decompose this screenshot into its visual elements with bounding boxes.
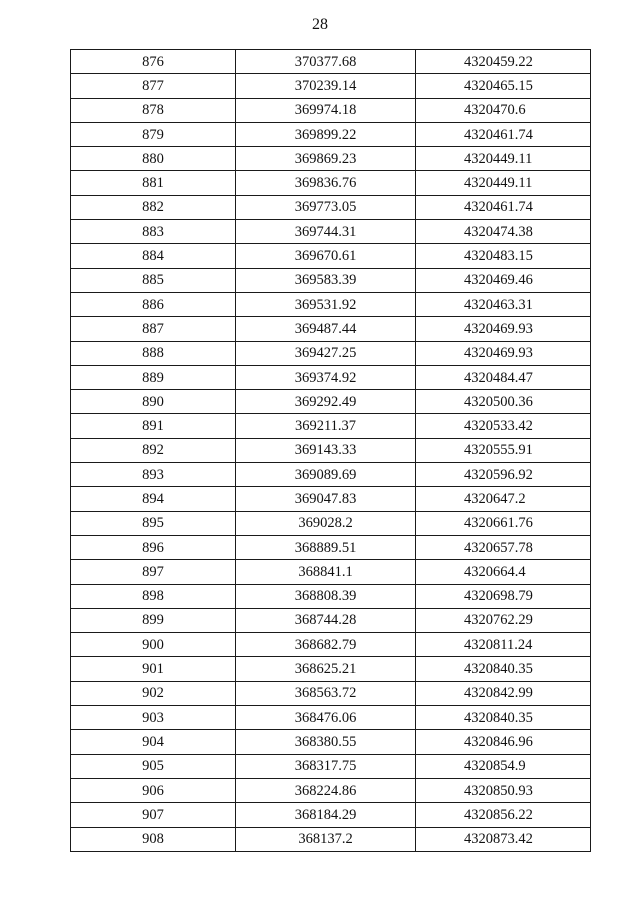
- point-number-cell: 883: [71, 220, 236, 244]
- y-coordinate-cell: 4320465.15: [416, 74, 591, 98]
- point-number-cell: 898: [71, 584, 236, 608]
- point-number-cell: 885: [71, 268, 236, 292]
- x-coordinate-cell: 369427.25: [236, 341, 416, 365]
- x-coordinate-cell: 369143.33: [236, 438, 416, 462]
- table-row: [71, 560, 591, 584]
- x-coordinate-cell: 368808.39: [236, 584, 416, 608]
- point-number-cell: 879: [71, 122, 236, 146]
- x-coordinate-cell: 368317.75: [236, 754, 416, 778]
- x-coordinate-cell: 369047.83: [236, 487, 416, 511]
- table-row: [71, 317, 591, 341]
- y-coordinate-cell: 4320873.42: [416, 827, 591, 851]
- x-coordinate-cell: 369374.92: [236, 365, 416, 389]
- point-number-cell: 889: [71, 365, 236, 389]
- table-row: [71, 292, 591, 316]
- table-row: [71, 706, 591, 730]
- x-coordinate-cell: 368476.06: [236, 706, 416, 730]
- x-coordinate-cell: 368563.72: [236, 681, 416, 705]
- y-coordinate-cell: 4320500.36: [416, 390, 591, 414]
- y-coordinate-cell: 4320484.47: [416, 365, 591, 389]
- y-coordinate-cell: 4320449.11: [416, 171, 591, 195]
- y-coordinate-cell: 4320661.76: [416, 511, 591, 535]
- x-coordinate-cell: 368380.55: [236, 730, 416, 754]
- x-coordinate-cell: 369028.2: [236, 511, 416, 535]
- point-number-cell: 891: [71, 414, 236, 438]
- y-coordinate-cell: 4320664.4: [416, 560, 591, 584]
- point-number-cell: 893: [71, 463, 236, 487]
- point-number-cell: 895: [71, 511, 236, 535]
- y-coordinate-cell: 4320596.92: [416, 463, 591, 487]
- table-row: [71, 268, 591, 292]
- table-row: [71, 681, 591, 705]
- y-coordinate-cell: 4320657.78: [416, 535, 591, 559]
- point-number-cell: 881: [71, 171, 236, 195]
- point-number-cell: 899: [71, 608, 236, 632]
- y-coordinate-cell: 4320483.15: [416, 244, 591, 268]
- x-coordinate-cell: 368744.28: [236, 608, 416, 632]
- x-coordinate-cell: 369583.39: [236, 268, 416, 292]
- x-coordinate-cell: 369670.61: [236, 244, 416, 268]
- table-row: [71, 827, 591, 851]
- table-row: [71, 487, 591, 511]
- table-row: [71, 50, 591, 74]
- x-coordinate-cell: 370377.68: [236, 50, 416, 74]
- y-coordinate-cell: 4320850.93: [416, 778, 591, 802]
- table-row: [71, 584, 591, 608]
- y-coordinate-cell: 4320461.74: [416, 195, 591, 219]
- y-coordinate-cell: 4320762.29: [416, 608, 591, 632]
- x-coordinate-cell: 368682.79: [236, 633, 416, 657]
- y-coordinate-cell: 4320459.22: [416, 50, 591, 74]
- table-row: [71, 463, 591, 487]
- y-coordinate-cell: 4320474.38: [416, 220, 591, 244]
- y-coordinate-cell: 4320854.9: [416, 754, 591, 778]
- table-row: [71, 98, 591, 122]
- y-coordinate-cell: 4320698.79: [416, 584, 591, 608]
- x-coordinate-cell: 369531.92: [236, 292, 416, 316]
- table-row: [71, 511, 591, 535]
- table-row: [71, 778, 591, 802]
- point-number-cell: 903: [71, 706, 236, 730]
- table-row: [71, 74, 591, 98]
- y-coordinate-cell: 4320840.35: [416, 657, 591, 681]
- point-number-cell: 902: [71, 681, 236, 705]
- table-row: [71, 535, 591, 559]
- table-row: [71, 754, 591, 778]
- point-number-cell: 890: [71, 390, 236, 414]
- point-number-cell: 896: [71, 535, 236, 559]
- y-coordinate-cell: 4320842.99: [416, 681, 591, 705]
- x-coordinate-cell: 369836.76: [236, 171, 416, 195]
- y-coordinate-cell: 4320469.46: [416, 268, 591, 292]
- point-number-cell: 886: [71, 292, 236, 316]
- table-row: [71, 438, 591, 462]
- y-coordinate-cell: 4320469.93: [416, 341, 591, 365]
- x-coordinate-cell: 369487.44: [236, 317, 416, 341]
- table-row: [71, 220, 591, 244]
- table-row: [71, 341, 591, 365]
- point-number-cell: 880: [71, 147, 236, 171]
- y-coordinate-cell: 4320647.2: [416, 487, 591, 511]
- table-row: [71, 803, 591, 827]
- y-coordinate-cell: 4320461.74: [416, 122, 591, 146]
- x-coordinate-cell: 368625.21: [236, 657, 416, 681]
- y-coordinate-cell: 4320846.96: [416, 730, 591, 754]
- point-number-cell: 907: [71, 803, 236, 827]
- coordinate-table-body: [71, 50, 591, 852]
- point-number-cell: 887: [71, 317, 236, 341]
- point-number-cell: 876: [71, 50, 236, 74]
- table-row: [71, 244, 591, 268]
- table-row: [71, 390, 591, 414]
- point-number-cell: 904: [71, 730, 236, 754]
- point-number-cell: 900: [71, 633, 236, 657]
- point-number-cell: 897: [71, 560, 236, 584]
- x-coordinate-cell: 369089.69: [236, 463, 416, 487]
- x-coordinate-cell: 369899.22: [236, 122, 416, 146]
- table-row: [71, 171, 591, 195]
- point-number-cell: 888: [71, 341, 236, 365]
- y-coordinate-cell: 4320856.22: [416, 803, 591, 827]
- table-row: [71, 122, 591, 146]
- point-number-cell: 908: [71, 827, 236, 851]
- table-row: [71, 730, 591, 754]
- coordinate-table: [70, 49, 591, 852]
- table-row: [71, 147, 591, 171]
- y-coordinate-cell: 4320840.35: [416, 706, 591, 730]
- x-coordinate-cell: 369211.37: [236, 414, 416, 438]
- table-row: [71, 633, 591, 657]
- table-row: [71, 365, 591, 389]
- table-row: [71, 657, 591, 681]
- point-number-cell: 894: [71, 487, 236, 511]
- x-coordinate-cell: 368889.51: [236, 535, 416, 559]
- x-coordinate-cell: 370239.14: [236, 74, 416, 98]
- x-coordinate-cell: 368184.29: [236, 803, 416, 827]
- x-coordinate-cell: 369974.18: [236, 98, 416, 122]
- y-coordinate-cell: 4320470.6: [416, 98, 591, 122]
- x-coordinate-cell: 369292.49: [236, 390, 416, 414]
- x-coordinate-cell: 368224.86: [236, 778, 416, 802]
- point-number-cell: 905: [71, 754, 236, 778]
- x-coordinate-cell: 368841.1: [236, 560, 416, 584]
- y-coordinate-cell: 4320463.31: [416, 292, 591, 316]
- y-coordinate-cell: 4320811.24: [416, 633, 591, 657]
- y-coordinate-cell: 4320449.11: [416, 147, 591, 171]
- point-number-cell: 877: [71, 74, 236, 98]
- point-number-cell: 882: [71, 195, 236, 219]
- y-coordinate-cell: 4320469.93: [416, 317, 591, 341]
- page-number: 28: [312, 16, 328, 33]
- x-coordinate-cell: 369744.31: [236, 220, 416, 244]
- point-number-cell: 906: [71, 778, 236, 802]
- point-number-cell: 892: [71, 438, 236, 462]
- point-number-cell: 884: [71, 244, 236, 268]
- point-number-cell: 901: [71, 657, 236, 681]
- x-coordinate-cell: 369773.05: [236, 195, 416, 219]
- x-coordinate-cell: 368137.2: [236, 827, 416, 851]
- table-row: [71, 608, 591, 632]
- y-coordinate-cell: 4320533.42: [416, 414, 591, 438]
- x-coordinate-cell: 369869.23: [236, 147, 416, 171]
- point-number-cell: 878: [71, 98, 236, 122]
- table-row: [71, 414, 591, 438]
- table-row: [71, 195, 591, 219]
- y-coordinate-cell: 4320555.91: [416, 438, 591, 462]
